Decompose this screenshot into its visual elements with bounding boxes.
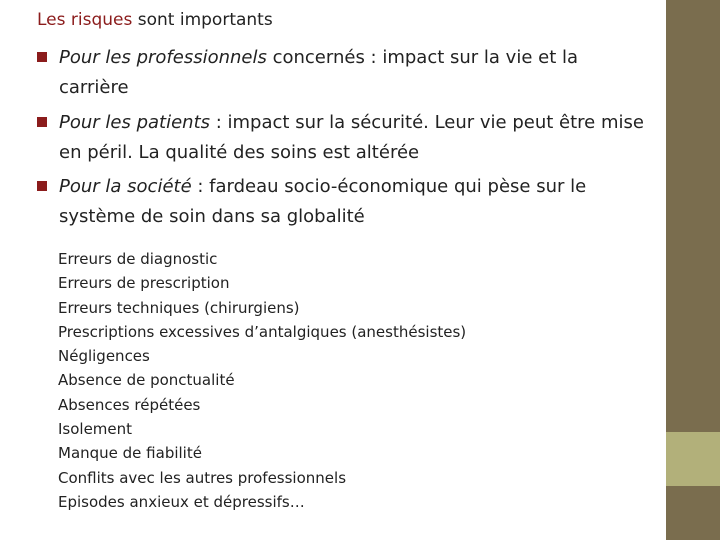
list-item: Isolement xyxy=(58,420,133,439)
sidebar-light-block xyxy=(666,432,720,486)
slide-heading xyxy=(37,8,273,32)
list-item: Erreurs de diagnostic xyxy=(58,250,218,268)
heading-rest: sont importants xyxy=(132,10,273,30)
bullet-text xyxy=(59,172,647,232)
sidebar-dark-block xyxy=(666,0,720,432)
bullet-patients xyxy=(37,108,647,168)
list-item: Erreurs de prescription xyxy=(58,274,230,293)
square-bullet-icon xyxy=(37,52,47,62)
square-bullet-icon xyxy=(37,117,47,127)
bullet-lead: Pour les patients xyxy=(59,112,211,133)
list-item: Erreurs techniques (chirurgiens) xyxy=(58,298,300,317)
heading-accent: Les risques xyxy=(37,10,133,30)
list-item: Manque de fiabilité xyxy=(58,444,202,463)
risk-list xyxy=(58,247,466,514)
list-item: Négligences xyxy=(58,347,150,366)
bullet-text xyxy=(59,43,647,103)
list-item: Conflits avec les autres professionnels xyxy=(58,468,347,487)
bullet-rest: concernés : impact sur la vie et la carrière xyxy=(59,47,578,98)
square-bullet-icon xyxy=(37,181,47,191)
list-item: Prescriptions excessives d’antalgiques (anesthésistes) xyxy=(58,322,467,341)
list-item: Absence de ponctualité xyxy=(58,371,235,390)
bullet-text xyxy=(59,108,647,168)
bullet-societe xyxy=(37,172,647,232)
bullet-lead: Pour la société xyxy=(59,176,192,197)
bullet-rest: : fardeau socio-économique qui pèse sur le système de soin dans sa globalité xyxy=(59,176,587,227)
bullet-lead: Pour les professionnels xyxy=(59,47,267,68)
bullet-professionnels xyxy=(37,43,647,103)
sidebar-dark-block-bottom xyxy=(666,486,720,540)
list-item: Episodes anxieux et dépressifs… xyxy=(58,492,305,511)
bullet-rest: : impact sur la sécurité. Leur vie peut être mise en péril. La qualité des soins est altérée xyxy=(59,112,644,163)
list-item: Absences répétées xyxy=(58,395,201,414)
